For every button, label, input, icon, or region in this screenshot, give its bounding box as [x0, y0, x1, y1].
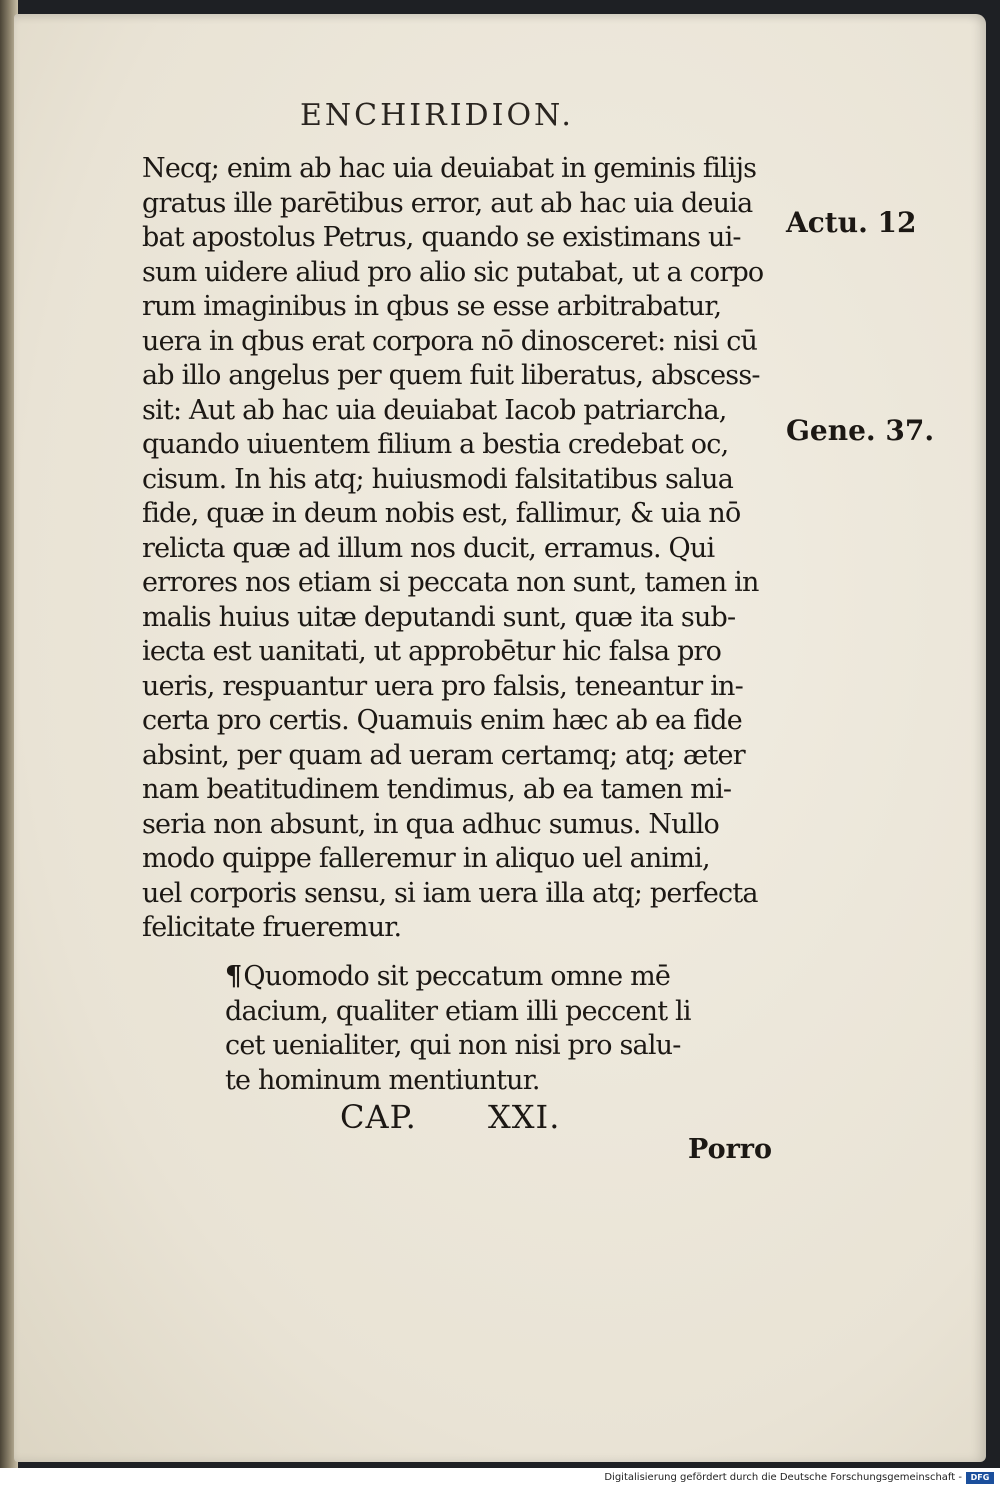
chapter-heading — [225, 960, 745, 1098]
chapter-heading-line: cet uenialiter, qui non nisi pro salu- — [225, 1030, 681, 1061]
margin-note-acts: Actu. 12 — [786, 206, 917, 239]
body-line: absint, per quam ad ueram certamq; atq; æter — [142, 739, 745, 771]
body-line: errores nos etiam si peccata non sunt, tamen in — [142, 567, 759, 598]
catchword: Porro — [688, 1134, 773, 1165]
body-line: bat apostolus Petrus, quando se existimans ui- — [142, 222, 741, 253]
funding-credit: Digitalisierung gefördert durch die Deutsche Forschungsgemeinschaft - — [604, 1472, 962, 1483]
body-line: fide, quæ in deum nobis est, fallimur, & uia nō — [142, 498, 741, 529]
body-line: certa pro certis. Quamuis enim hæc ab ea fide — [142, 705, 742, 736]
body-text — [142, 152, 782, 946]
body-line: uel corporis sensu, si iam uera illa atq; perfecta — [142, 877, 758, 909]
body-line: modo quippe falleremur in aliquo uel animi, — [142, 843, 710, 874]
dfg-logo: DFG — [966, 1472, 994, 1484]
body-line: cisum. In his atq; huiusmodi falsitatibus salua — [142, 463, 734, 495]
body-line: sum uidere aliud pro alio sic putabat, ut a corpo — [142, 256, 764, 288]
body-line: Necq; enim ab hac uia deuiabat in geminis filijs — [142, 153, 757, 184]
body-line: gratus ille parētibus error, aut ab hac uia deuia — [142, 187, 753, 219]
body-line: felicitate frueremur. — [142, 912, 402, 943]
body-line: quando uiuentem filium a bestia credebat oc, — [142, 429, 729, 460]
body-line: ueris, respuantur uera pro falsis, teneantur in- — [142, 670, 743, 702]
chapter-heading-text: Quomodo sit peccatum omne mē — [243, 961, 671, 992]
body-line: sit: Aut ab hac uia deuiabat Iacob patriarcha, — [142, 394, 727, 426]
body-line: seria non absunt, in qua adhuc sumus. Nullo — [142, 808, 719, 840]
chapter-heading-line: dacium, qualiter etiam illi peccent li — [225, 995, 691, 1027]
body-line: uera in qbus erat corpora nō dinosceret: nisi cū — [142, 325, 758, 357]
body-line: malis huius uitæ deputandi sunt, quæ ita sub- — [142, 601, 736, 633]
running-head: ENCHIRIDION. — [300, 98, 574, 133]
body-line: relicta quæ ad illum nos ducit, erramus. Qui — [142, 532, 715, 564]
body-line: ab illo angelus per quem fuit liberatus, abscess- — [142, 360, 760, 391]
chapter-heading-line: te hominum mentiuntur. — [225, 1064, 540, 1096]
body-line: nam beatitudinem tendimus, ab ea tamen mi- — [142, 774, 732, 805]
pilcrow-icon: ¶ — [225, 961, 242, 992]
chapter-number: CAP. XXI. — [340, 1098, 561, 1136]
margin-note-genesis: Gene. 37. — [786, 414, 935, 447]
chapter-heading-line — [225, 960, 745, 995]
body-line: rum imaginibus in qbus se esse arbitrabatur, — [142, 291, 722, 322]
body-line: iecta est uanitati, ut approbētur hic falsa pro — [142, 636, 722, 667]
